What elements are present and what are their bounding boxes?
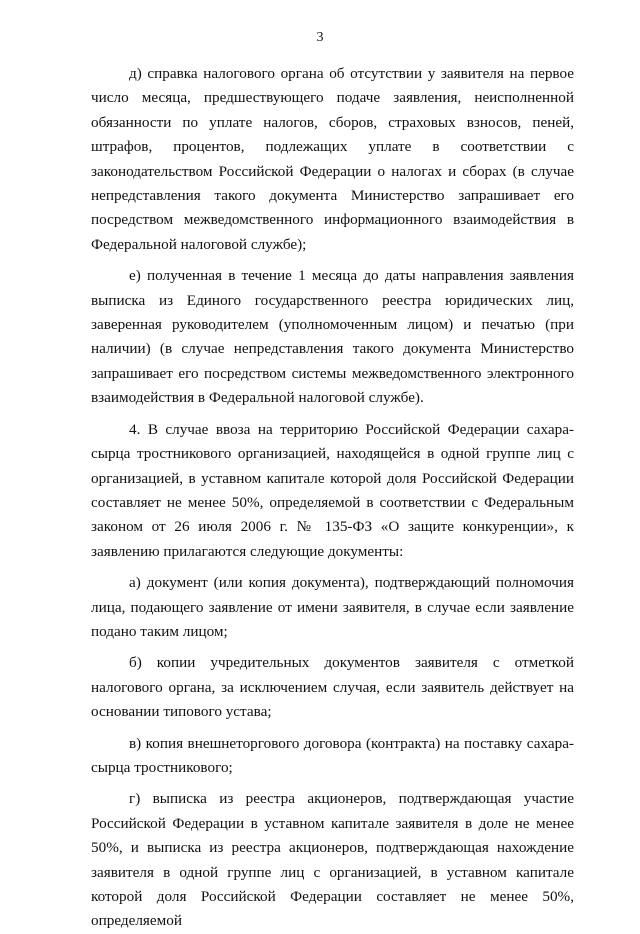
paragraph-b-founding-documents: б) копии учредительных документов заявителя с отметкой налогового органа, за исключением случая, если заявитель действует на основании типового устава;	[91, 654, 574, 721]
paragraph-e-registry-extract: е) полученная в течение 1 месяца до даты направления заявления выписка из Единого государственного реестра юридических лиц, заверенная руководителем (уполномоченным лицом) и печатью (при наличии) (в случае непредставления такого документа Министерство запрашивает его посредством системы межведомственного электронного взаимодействия в Федеральной налоговой службе).	[91, 267, 574, 407]
page-number: 3	[316, 30, 324, 45]
paragraph-c-trade-contract: в) копия внешнеторгового договора (контракта) на поставку сахара-сырца тростникового;	[91, 734, 574, 776]
paragraph-d-tax-certificate: д) справка налогового органа об отсутствии у заявителя на первое число месяца, предшествующего подаче заявления, неисполненной обязанности по уплате налогов, сборов, страховых взносов, пеней, штрафов, процентов, подлежащих уплате в соответствии с законодательством Российской Федерации о налогах и сборах (в случае непредставления такого документа Министерство запрашивает его посредством межведомственного информационного взаимодействия в Федеральной налоговой службе);	[91, 65, 574, 253]
paragraph-4-import-conditions: 4. В случае ввоза на территорию Российской Федерации сахара-сырца тростникового организацией, находящейся в одной группе лиц с организацией, в уставном капитале которой доля Российской Федерации составляет не менее 50%, определяемой в соответствии с Федеральным законом от 26 июля 2006 г. № 135-ФЗ «О защите конкуренции», к заявлению прилагаются следующие документы:	[91, 420, 574, 560]
paragraph-g-shareholder-register: г) выписка из реестра акционеров, подтверждающая участие Российской Федерации в уставном капитале заявителя в доле не менее 50%, и выписка из реестра акционеров, подтверждающая нахождение заявителя в одной группе лиц с организацией, в уставном капитале которой доля Российской Федерации составляет не менее 50%, определяемой	[91, 790, 574, 930]
document-body	[91, 62, 574, 934]
paragraph-a-authority-document: а) документ (или копия документа), подтверждающий полномочия лица, подающего заявление от имени заявителя, в случае если заявление подано таким лицом;	[91, 574, 574, 640]
